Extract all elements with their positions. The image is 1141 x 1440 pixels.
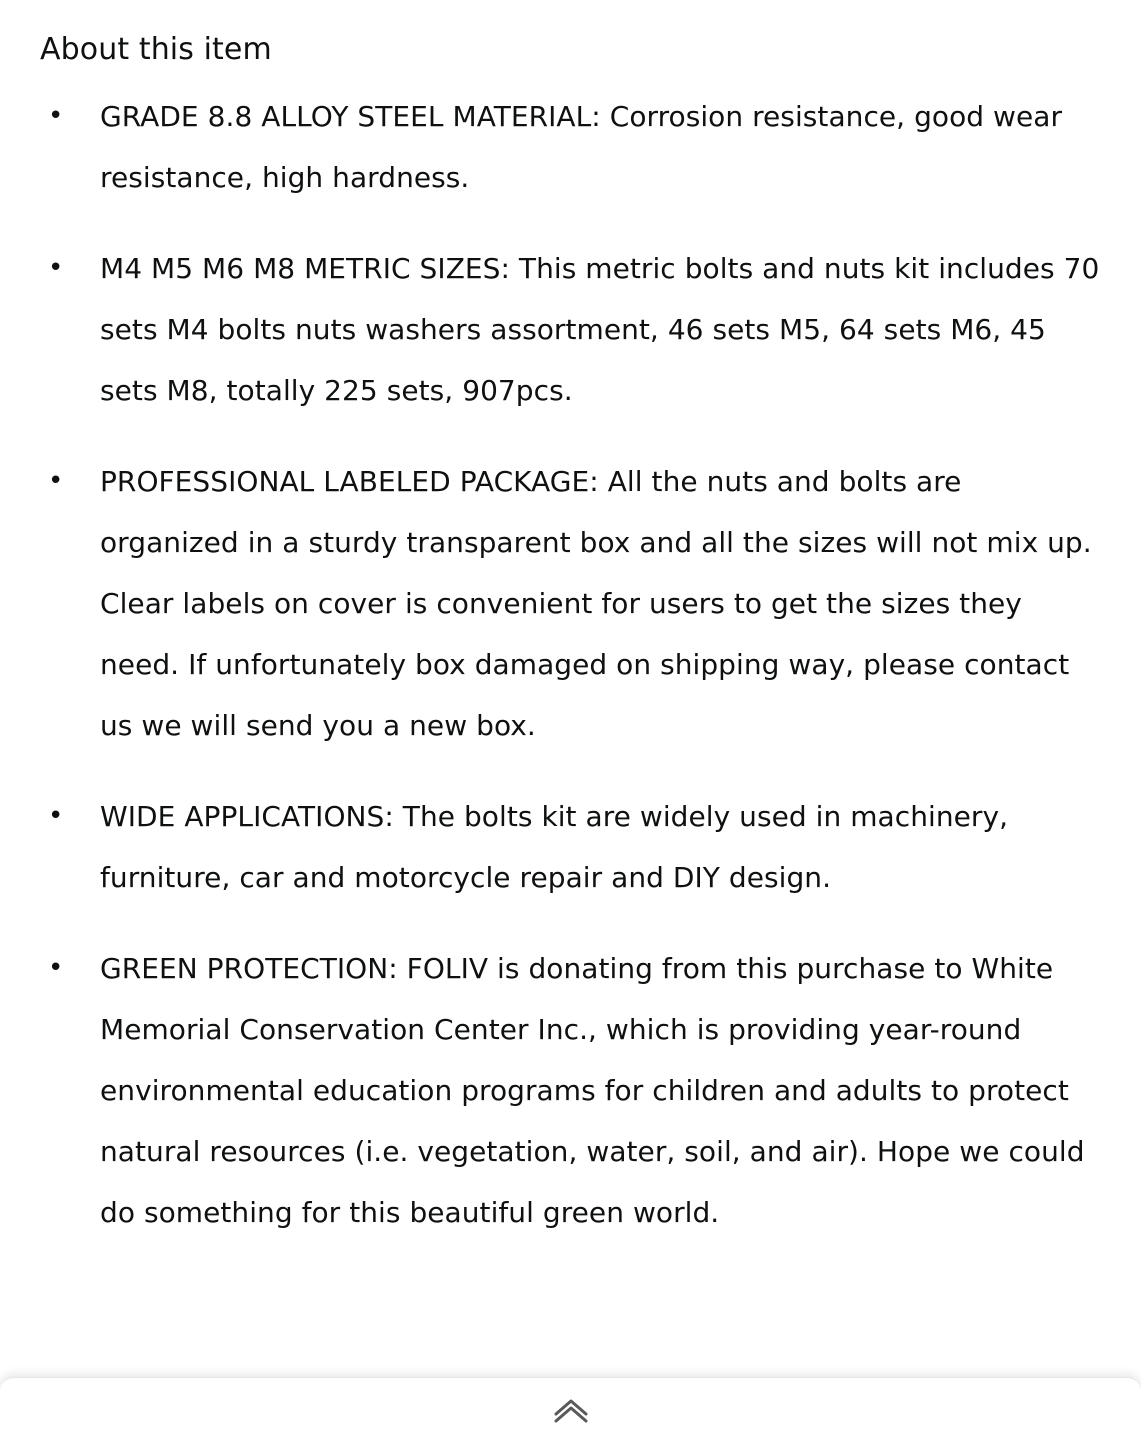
list-item-text: PROFESSIONAL LABELED PACKAGE: All the nuts and bolts are organized in a sturdy transparent box and all the sizes will not mix up. Clear labels on cover is convenient for users to get the sizes they need. If unfortunately box damaged on shipping way, please contact us we will send you a new box. (100, 465, 1092, 742)
list-item (44, 451, 1101, 756)
list-item (44, 938, 1101, 1243)
list-item-text: WIDE APPLICATIONS: The bolts kit are widely used in machinery, furniture, car and motorcycle repair and DIY design. (100, 800, 1009, 894)
feature-bullet-list (0, 68, 1141, 1243)
bullet-marker-icon: • (48, 253, 64, 283)
chevron-up-double-icon[interactable] (548, 1394, 594, 1424)
collapse-drawer-bar[interactable] (0, 1377, 1141, 1440)
list-item-text: GRADE 8.8 ALLOY STEEL MATERIAL: Corrosion resistance, good wear resistance, high hardness. (100, 100, 1063, 194)
page-title: About this item (40, 32, 272, 67)
list-item (44, 238, 1101, 421)
bullet-marker-icon: • (48, 953, 64, 983)
bullet-marker-icon: • (48, 801, 64, 831)
bullet-marker-icon: • (48, 101, 64, 131)
bullet-marker-icon: • (48, 466, 64, 496)
list-item-text: GREEN PROTECTION: FOLIV is donating from this purchase to White Memorial Conservation Center Inc., which is providing year-round environmental education programs for children and adults to protect natural resources (i.e. vegetation, water, soil, and air). Hope we could do something for this beautiful green world. (100, 952, 1085, 1229)
list-item (44, 786, 1101, 908)
list-item (44, 86, 1101, 208)
content-fade-overlay (0, 1352, 1141, 1378)
list-item-text: M4 M5 M6 M8 METRIC SIZES: This metric bolts and nuts kit includes 70 sets M4 bolts nuts washers assortment, 46 sets M5, 64 sets M6, 45 sets M8, totally 225 sets, 907pcs. (100, 252, 1100, 407)
